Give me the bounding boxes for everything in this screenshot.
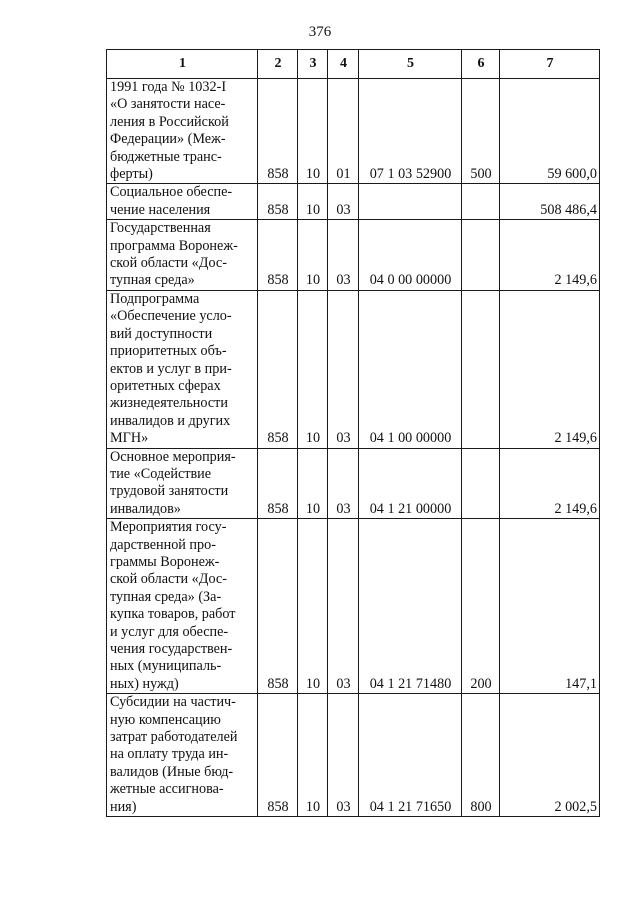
section-code: 10: [298, 290, 328, 448]
table-row: [107, 220, 600, 291]
subsection-code: 03: [328, 448, 359, 519]
header-row: [107, 50, 600, 79]
table-row: [107, 519, 600, 694]
header-col-6: 6: [462, 50, 500, 79]
target-article-code: 04 0 00 00000: [359, 220, 462, 291]
section-code: 10: [298, 79, 328, 184]
row-name: Социальное обеспе- чение населения: [107, 184, 258, 220]
header-col-4: 4: [328, 50, 359, 79]
ministry-code: 858: [258, 448, 298, 519]
target-article-code: 07 1 03 52900: [359, 79, 462, 184]
expense-type-code: [462, 290, 500, 448]
target-article-code: 04 1 21 71480: [359, 519, 462, 694]
row-name: Государственная программа Воронеж- ской области «Дос- тупная среда»: [107, 220, 258, 291]
subsection-code: 03: [328, 220, 359, 291]
amount: 2 149,6: [500, 290, 600, 448]
target-article-code: 04 1 21 00000: [359, 448, 462, 519]
ministry-code: 858: [258, 694, 298, 817]
ministry-code: 858: [258, 290, 298, 448]
expense-type-code: 200: [462, 519, 500, 694]
row-name: Субсидии на частич- ную компенсацию затрат работодателей на оплату труда ин- валидов (Иные бюд- жетные ассигнова- ния): [107, 694, 258, 817]
amount: 59 600,0: [500, 79, 600, 184]
header-col-2: 2: [258, 50, 298, 79]
target-article-code: 04 1 00 00000: [359, 290, 462, 448]
table-row: [107, 448, 600, 519]
section-code: 10: [298, 184, 328, 220]
amount: 2 149,6: [500, 220, 600, 291]
table-row: [107, 290, 600, 448]
table-row: [107, 79, 600, 184]
header-col-1: 1: [107, 50, 258, 79]
ministry-code: 858: [258, 79, 298, 184]
section-code: 10: [298, 694, 328, 817]
ministry-code: 858: [258, 184, 298, 220]
header-col-5: 5: [359, 50, 462, 79]
expense-type-code: 800: [462, 694, 500, 817]
section-code: 10: [298, 220, 328, 291]
subsection-code: 03: [328, 290, 359, 448]
amount: 2 002,5: [500, 694, 600, 817]
section-code: 10: [298, 448, 328, 519]
row-name: Подпрограмма «Обеспечение усло- вий доступности приоритетных объ- ектов и услуг в при- оритетных сферах жизнедеятельности инвалидов и других МГН»: [107, 290, 258, 448]
amount: 508 486,4: [500, 184, 600, 220]
ministry-code: 858: [258, 519, 298, 694]
row-name: 1991 года № 1032-I «О занятости насе- ления в Российской Федерации» (Меж- бюджетные транс- ферты): [107, 79, 258, 184]
target-article-code: [359, 184, 462, 220]
subsection-code: 03: [328, 184, 359, 220]
subsection-code: 03: [328, 694, 359, 817]
row-name: Основное мероприя- тие «Содействие трудовой занятости инвалидов»: [107, 448, 258, 519]
table-row: [107, 694, 600, 817]
expense-type-code: 500: [462, 79, 500, 184]
table-row: [107, 184, 600, 220]
header-col-3: 3: [298, 50, 328, 79]
amount: 2 149,6: [500, 448, 600, 519]
expense-type-code: [462, 220, 500, 291]
budget-table: [106, 49, 600, 817]
expense-type-code: [462, 448, 500, 519]
subsection-code: 01: [328, 79, 359, 184]
header-col-7: 7: [500, 50, 600, 79]
page-number: 376: [308, 24, 332, 40]
row-name: Мероприятия госу- дарственной про- граммы Воронеж- ской области «Дос- тупная среда» (За- купка товаров, работ и услуг для обеспе- чения государствен- ных (муниципаль- ных) нужд): [107, 519, 258, 694]
target-article-code: 04 1 21 71650: [359, 694, 462, 817]
ministry-code: 858: [258, 220, 298, 291]
amount: 147,1: [500, 519, 600, 694]
section-code: 10: [298, 519, 328, 694]
expense-type-code: [462, 184, 500, 220]
subsection-code: 03: [328, 519, 359, 694]
